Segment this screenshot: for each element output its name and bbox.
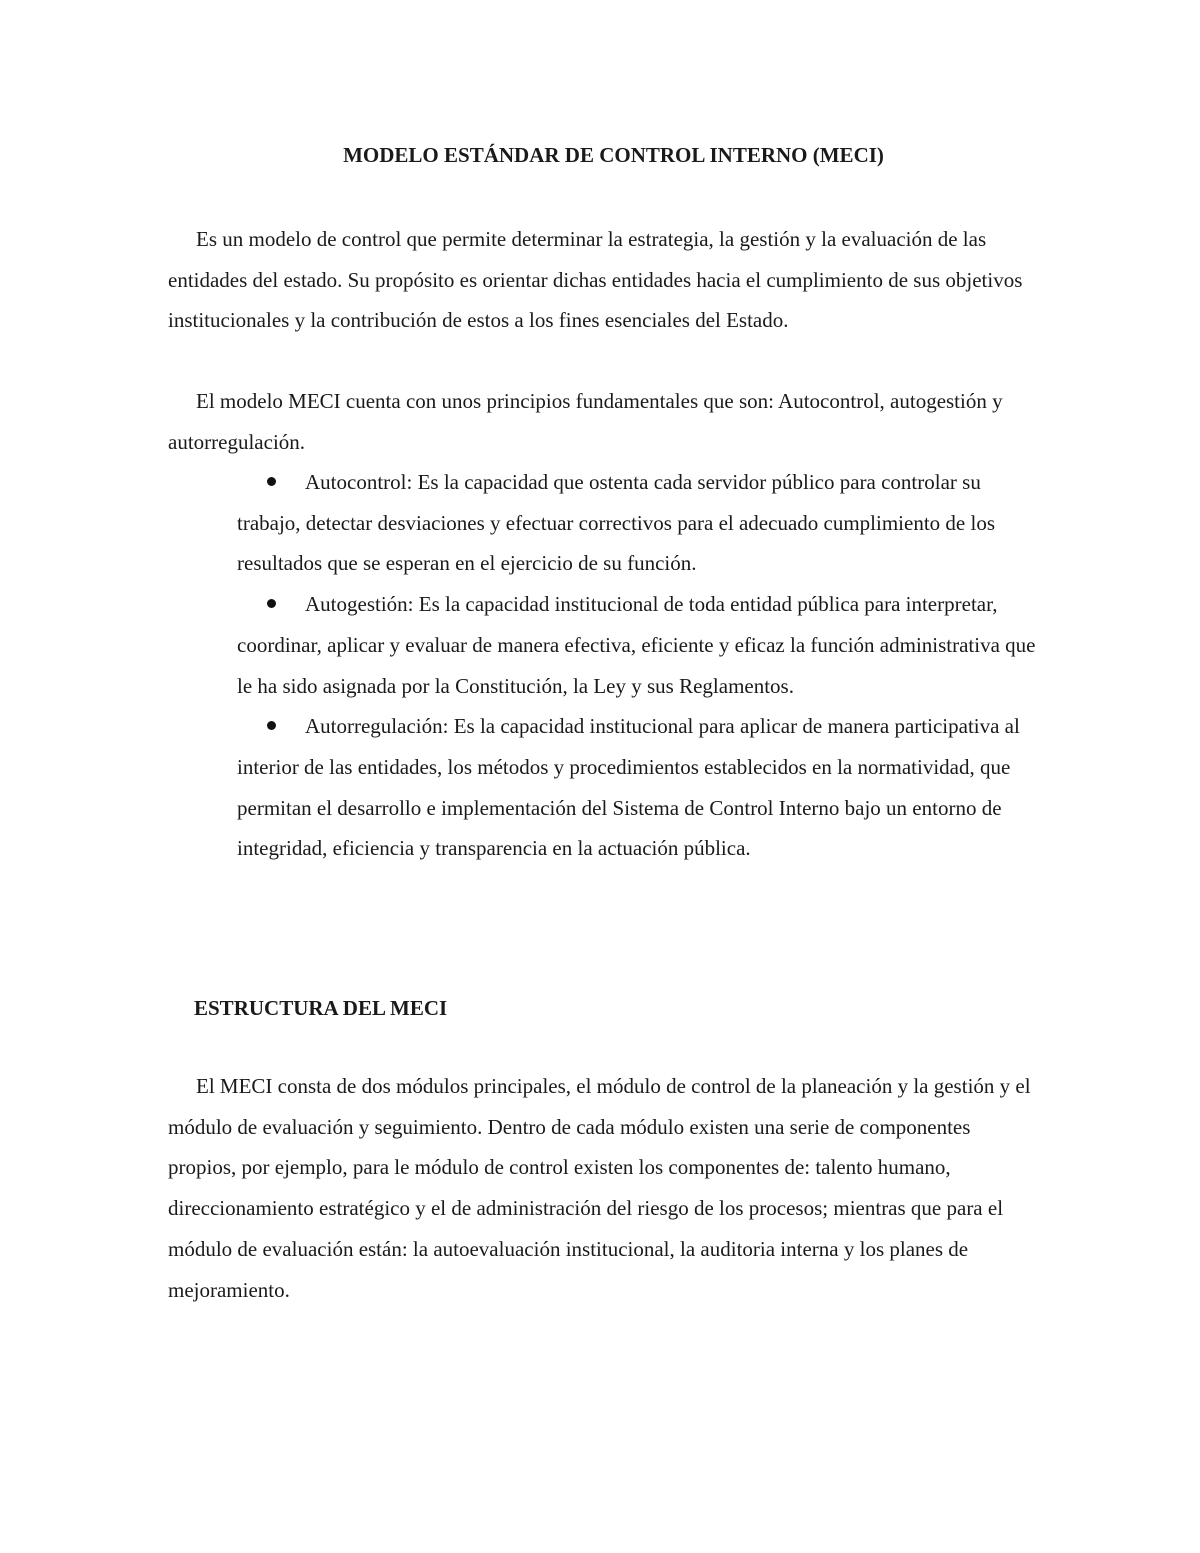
principles-list <box>237 462 1037 869</box>
bullet-icon <box>267 477 276 486</box>
principles-paragraph: El modelo MECI cuenta con unos principios fundamentales que son: Autocontrol, autogestión y autorregulación. <box>168 389 1003 454</box>
structure-paragraph: El MECI consta de dos módulos principales, el módulo de control de la planeación y la gestión y el módulo de evaluación y seguimiento. Dentro de cada módulo existen una serie de componentes propios, por ejemplo, para le módulo de control existen los componentes de: talento humano, direccionamiento estratégico y el de administración del riesgo de los procesos; mientras que para el módulo de evaluación están: la autoevaluación institucional, la auditoria interna y los planes de mejoramiento. <box>168 1074 1031 1302</box>
list-item <box>237 584 1037 706</box>
list-item-text: Autocontrol: Es la capacidad que ostenta cada servidor público para controlar su trabajo, detectar desviaciones y efectuar correctivos para el adecuado cumplimiento de los resultados que se esperan en el ejercicio de su función. <box>237 470 995 576</box>
bullet-icon <box>267 721 276 730</box>
list-item-text: Autorregulación: Es la capacidad institucional para aplicar de manera participativa al interior de las entidades, los métodos y procedimientos establecidos en la normatividad, que permitan el desarrollo e implementación del Sistema de Control Interno bajo un entorno de integridad, eficiencia y transparencia en la actuación pública. <box>237 714 1020 861</box>
bullet-icon <box>267 599 276 608</box>
section-heading: ESTRUCTURA DEL MECI <box>194 996 448 1020</box>
list-item <box>237 462 1037 584</box>
list-item-text: Autogestión: Es la capacidad institucional de toda entidad pública para interpretar, coordinar, aplicar y evaluar de manera efectiva, eficiente y eficaz la función administrativa que le ha sido asignada por la Constitución, la Ley y sus Reglamentos. <box>237 592 1036 698</box>
intro-paragraph: Es un modelo de control que permite determinar la estrategia, la gestión y la evaluación de las entidades del estado. Su propósito es orientar dichas entidades hacia el cumplimiento de sus objetivos institucionales y la contribución de estos a los fines esenciales del Estado. <box>168 227 1023 333</box>
document-title: MODELO ESTÁNDAR DE CONTROL INTERNO (MECI) <box>343 143 884 167</box>
list-item <box>237 706 1037 869</box>
